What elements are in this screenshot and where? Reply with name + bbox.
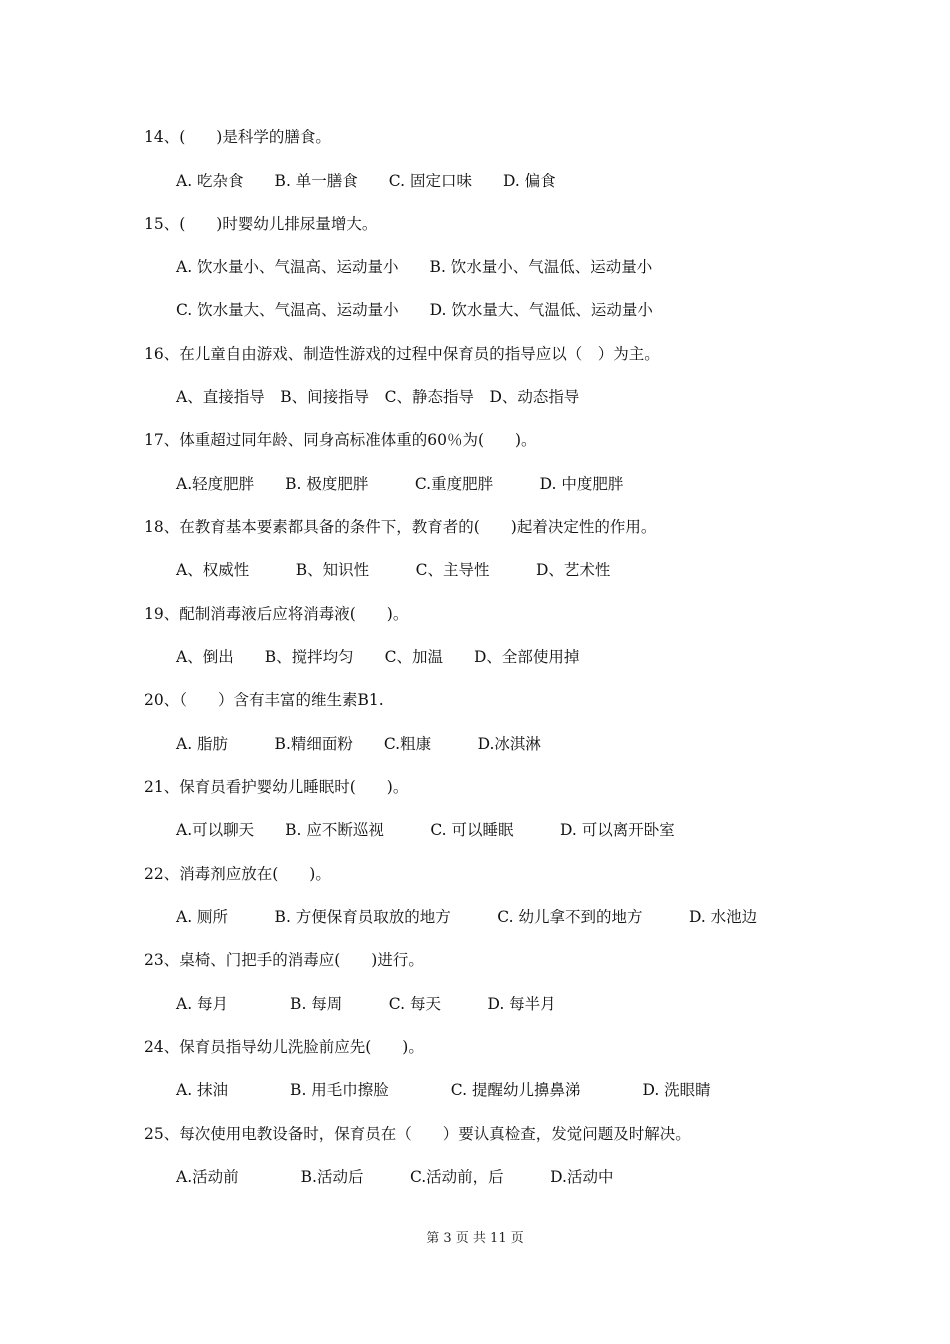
question-20-stem: 20、（ ）含有丰富的维生素B1. xyxy=(144,691,384,709)
question-18-stem: 18、在教育基本要素都具备的条件下，教育者的( )起着决定性的作用。 xyxy=(144,518,657,536)
question-23-stem: 23、桌椅、门把手的消毒应( )进行。 xyxy=(144,951,424,969)
question-24-stem: 24、保育员指导幼儿洗脸前应先( )。 xyxy=(144,1038,424,1056)
question-24-options: A. 抹油 B. 用毛巾擦脸 C. 提醒幼儿擤鼻涕 D. 洗眼睛 xyxy=(176,1081,711,1099)
question-17-options: A.轻度肥胖 B. 极度肥胖 C.重度肥胖 D. 中度肥胖 xyxy=(176,475,624,493)
question-15-stem: 15、( )时婴幼儿排尿量增大。 xyxy=(144,215,378,233)
question-19-options: A、倒出 B、搅拌均匀 C、加温 D、全部使用掉 xyxy=(176,648,580,666)
question-19-stem: 19、配制消毒液后应将消毒液( )。 xyxy=(144,605,409,623)
question-23-options: A. 每月 B. 每周 C. 每天 D. 每半月 xyxy=(176,995,556,1013)
question-16-stem: 16、在儿童自由游戏、制造性游戏的过程中保育员的指导应以（ ）为主。 xyxy=(144,345,660,363)
question-17-stem: 17、体重超过同年龄、同身高标准体重的60％为( )。 xyxy=(144,431,537,449)
question-22-options: A. 厕所 B. 方便保育员取放的地方 C. 幼儿拿不到的地方 D. 水池边 xyxy=(176,908,758,926)
question-21-stem: 21、保育员看护婴幼儿睡眠时( )。 xyxy=(144,778,409,796)
question-15-options-cd: C. 饮水量大、气温高、运动量小 D. 饮水量大、气温低、运动量小 xyxy=(176,301,653,319)
question-20-options: A. 脂肪 B.精细面粉 C.粗康 D.冰淇淋 xyxy=(176,735,541,753)
question-15-options-ab: A. 饮水量小、气温高、运动量小 B. 饮水量小、气温低、运动量小 xyxy=(176,258,653,276)
question-18-options: A、权威性 B、知识性 C、主导性 D、艺术性 xyxy=(176,561,611,579)
question-14-stem: 14、( )是科学的膳食。 xyxy=(144,128,331,146)
question-22-stem: 22、消毒剂应放在( )。 xyxy=(144,865,331,883)
question-16-options: A、直接指导 B、间接指导 C、静态指导 D、动态指导 xyxy=(176,388,580,406)
question-21-options: A.可以聊天 B. 应不断巡视 C. 可以睡眠 D. 可以离开卧室 xyxy=(176,821,675,839)
page-number-footer: 第 3 页 共 11 页 xyxy=(426,1231,524,1246)
question-25-stem: 25、每次使用电教设备时，保育员在（ ）要认真检查，发觉问题及时解决。 xyxy=(144,1125,691,1143)
question-14-options: A. 吃杂食 B. 单一膳食 C. 固定口味 D. 偏食 xyxy=(176,172,556,190)
question-25-options: A.活动前 B.活动后 C.活动前，后 D.活动中 xyxy=(176,1168,614,1186)
